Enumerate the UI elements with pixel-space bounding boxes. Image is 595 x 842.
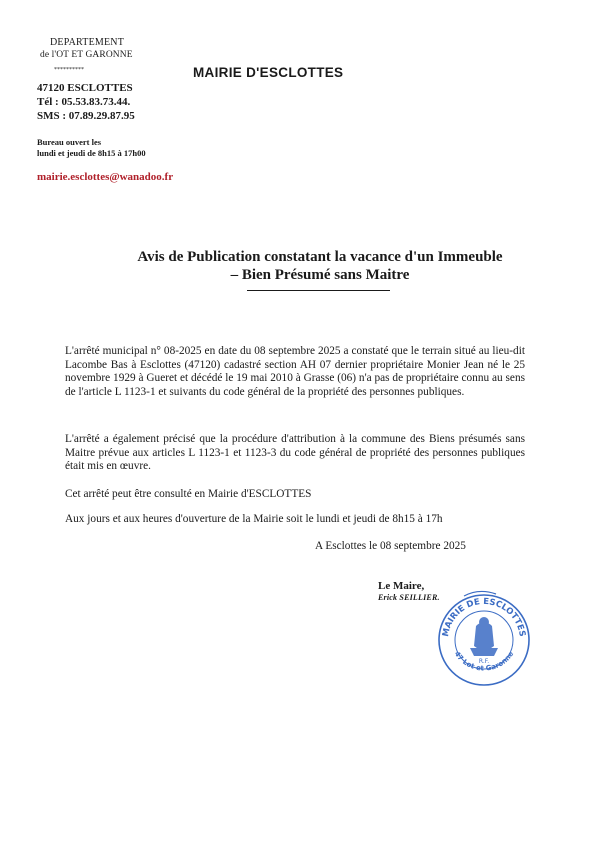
stamp-rf: R.F. xyxy=(478,658,490,665)
mairie-stamp-icon xyxy=(434,588,534,688)
notice-paragraph-2: L'arrêté a également précisé que la procédure d'attribution à la commune des Biens présumés sans Maitre prévue aux articles L 1123-1 et 1123-3 du code général de propriété des personnes publiques était mis en œuvre. xyxy=(65,433,525,473)
notice-heading-line1: Avis de Publication constatant la vacance d'un Immeuble xyxy=(137,249,503,265)
department-label: DEPARTEMENT xyxy=(50,37,125,48)
stamp-text: MAIRIE DE ESCLOTTES xyxy=(441,596,527,638)
place-and-date: A Esclottes le 08 septembre 2025 xyxy=(315,540,466,552)
stamp-subtext: 47 Lot et Garonne xyxy=(452,650,516,673)
phone-number: Tél : 05.53.83.73.44. xyxy=(37,96,131,108)
heading-underline xyxy=(247,290,390,291)
office-hours-label: Bureau ouvert les xyxy=(37,137,102,147)
postal-address: 47120 ESCLOTTES xyxy=(37,82,133,94)
email-link[interactable]: mairie.esclottes@wanadoo.fr xyxy=(37,171,174,183)
notice-heading xyxy=(100,248,540,284)
signatory-title: Le Maire, xyxy=(378,580,425,592)
stamp-seal xyxy=(434,588,534,688)
header-separator: ********** xyxy=(54,67,84,73)
notice-paragraph-4: Aux jours et aux heures d'ouverture de la Mairie soit le lundi et jeudi de 8h15 à 17h xyxy=(65,513,443,525)
notice-paragraph-3: Cet arrêté peut être consulté en Mairie d'ESCLOTTES xyxy=(65,488,312,500)
notice-paragraph-1: L'arrêté municipal n° 08-2025 en date du 08 septembre 2025 a constaté que le terrain situé au lieu-dit Lacombe Bas à Esclottes (47120) cadastré section AH 07 dernier propriétaire Monier Jean né le 25 novembre 1929 à Gueret et décédé le 19 mai 2010 à Grasse (06) n'a pas de propriétaire connu au sens de l'article L 1123-1 et suivants du code général de la propriété des personnes publiques. xyxy=(65,345,525,398)
sms-number: SMS : 07.89.29.87.95 xyxy=(37,110,135,122)
office-hours-days: lundi et jeudi de 8h15 à 17h00 xyxy=(37,148,146,158)
mairie-title: MAIRIE D'ESCLOTTES xyxy=(193,65,344,80)
signatory-name: Erick SEILLIER. xyxy=(378,593,440,602)
department-name: de l'OT ET GARONNE xyxy=(40,50,133,60)
notice-heading-line2: – Bien Présumé sans Maitre xyxy=(230,267,410,283)
